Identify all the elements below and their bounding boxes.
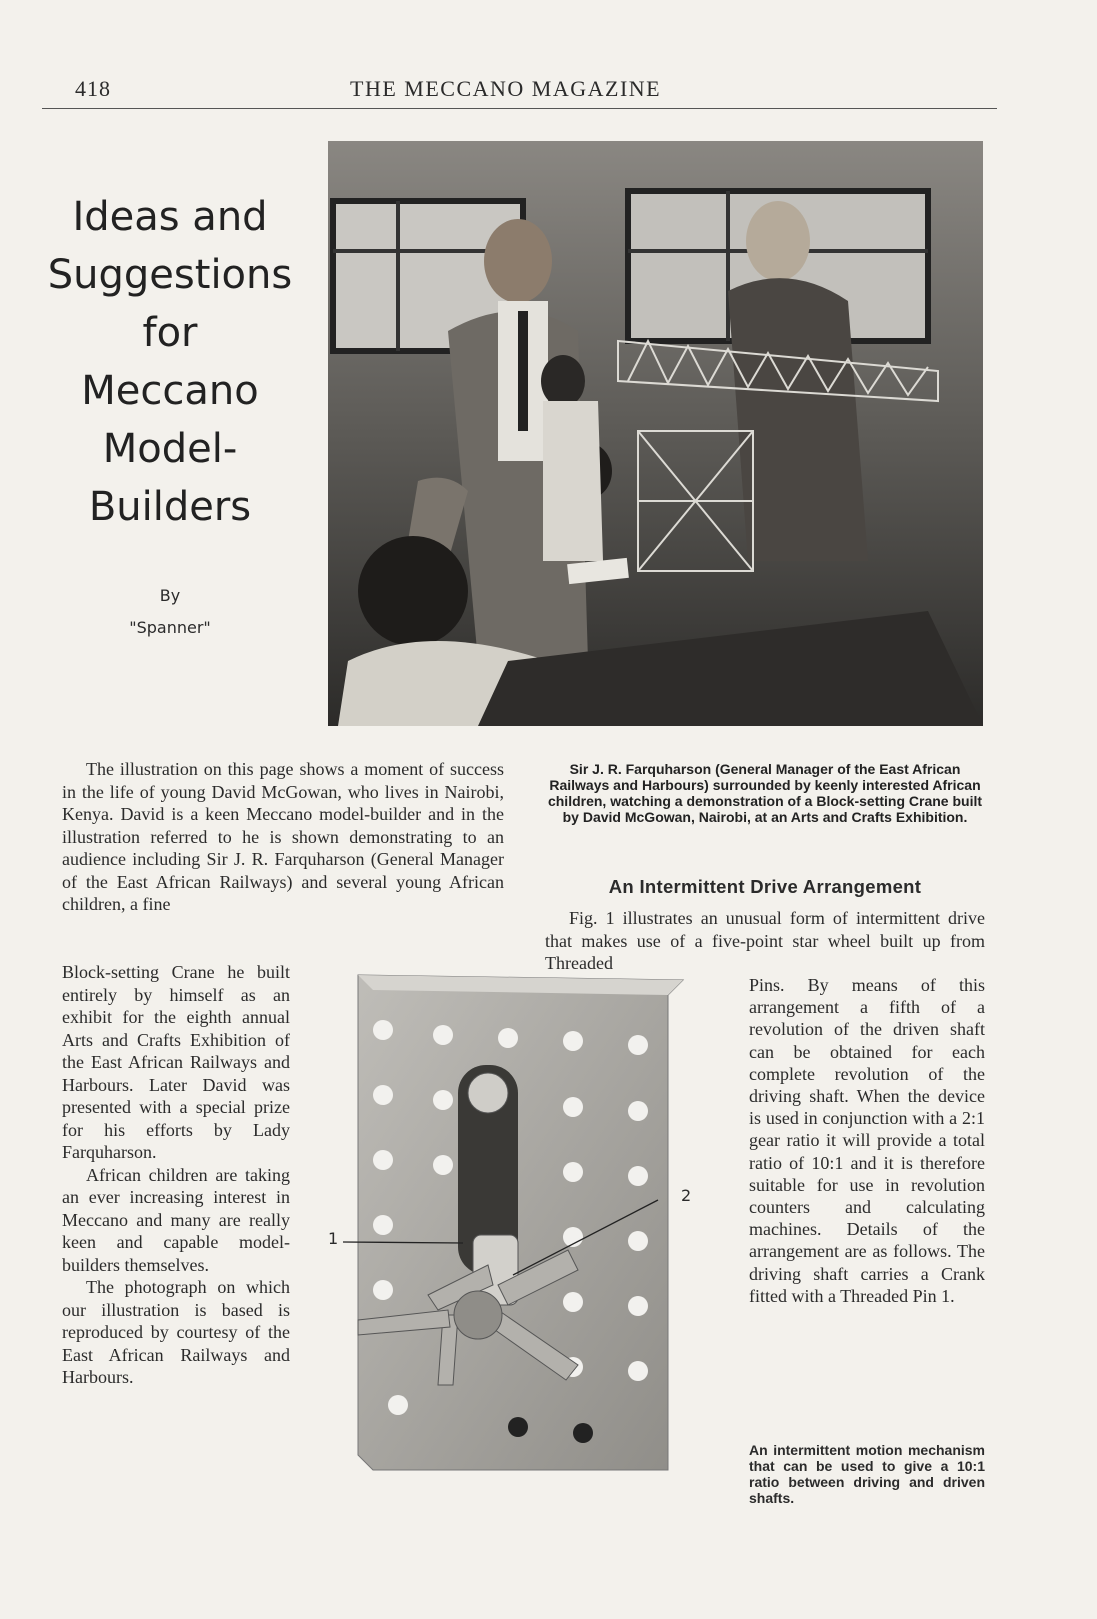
photo-caption: Sir J. R. Farquharson (General Manager of the East African Railways and Harbours) surrounded by keenly interested African children, watching a demonstration of a Block-setting Crane built by David McGowan, Nairobi, at an Arts and Crafts Exhibition. <box>547 761 983 825</box>
page-number: 418 <box>75 76 111 101</box>
figure-label-2: 2 <box>681 1186 692 1205</box>
title-line: Meccano <box>81 368 259 414</box>
section-text: Pins. By means of this arrangement a fifth of a revolution of the driven shaft can be obtained for each complete revolution of the driving shaft. When the device is used in conjunction with a 2:1 gear ratio it will provide a total ratio of 10:1 and it is therefore suitable for use in revolution counters and calculating machines. Details of the arrangement are as follows. The driving shaft carries a Crank fitted with a Threaded Pin 1. <box>749 975 985 1306</box>
header-rule <box>42 108 997 109</box>
title-line: Model- <box>102 426 238 472</box>
byline <box>40 580 300 644</box>
exhibition-photo <box>328 141 983 726</box>
section-narrow-column <box>749 974 985 1307</box>
figure-label-1: 1 <box>328 1229 339 1248</box>
article-paragraph-1 <box>62 758 504 916</box>
article-narrow-column <box>62 961 290 1389</box>
section-text: Fig. 1 illustrates an unusual form of intermittent drive that makes use of a five-point star wheel built up from Threaded <box>545 908 985 973</box>
mechanism-figure <box>338 965 733 1485</box>
article-text: Block-setting Crane he built entirely by himself as an exhibit for the eighth annual Arts and Crafts Exhibition of the East African Railways and Harbours. Later David was presented with a special prize for his efforts by Lady Farquharson. <box>62 962 290 1162</box>
title-line: Ideas and <box>72 194 268 240</box>
article-title <box>40 188 300 536</box>
title-line: for <box>142 310 198 356</box>
magazine-title: THE MECCANO MAGAZINE <box>350 76 662 101</box>
article-text: The illustration on this page shows a moment of success in the life of young David McGowan, who lives in Nairobi, Kenya. David is a keen Meccano model-builder and in the illustration referred to he is shown demonstrating to an audience including Sir J. R. Farquharson (General Manager of the East African Railways) and several young African children, a fine <box>62 759 504 914</box>
article-text: African children are taking an ever increasing interest in Meccano and many are really keen and capable model-builders themselves. <box>62 1164 290 1275</box>
section-heading: An Intermittent Drive Arrangement <box>608 876 922 897</box>
article-text: The photograph on which our illustration is based is reproduced by courtesy of the East African Railways and Harbours. <box>62 1277 290 1387</box>
title-line: Builders <box>88 484 252 530</box>
byline-by: By <box>159 586 181 605</box>
byline-author: "Spanner" <box>129 618 211 637</box>
title-line: Suggestions <box>47 252 293 298</box>
figure-caption: An intermittent motion mechanism that can be used to give a 10:1 ratio between driving and driven shafts. <box>749 1442 985 1506</box>
